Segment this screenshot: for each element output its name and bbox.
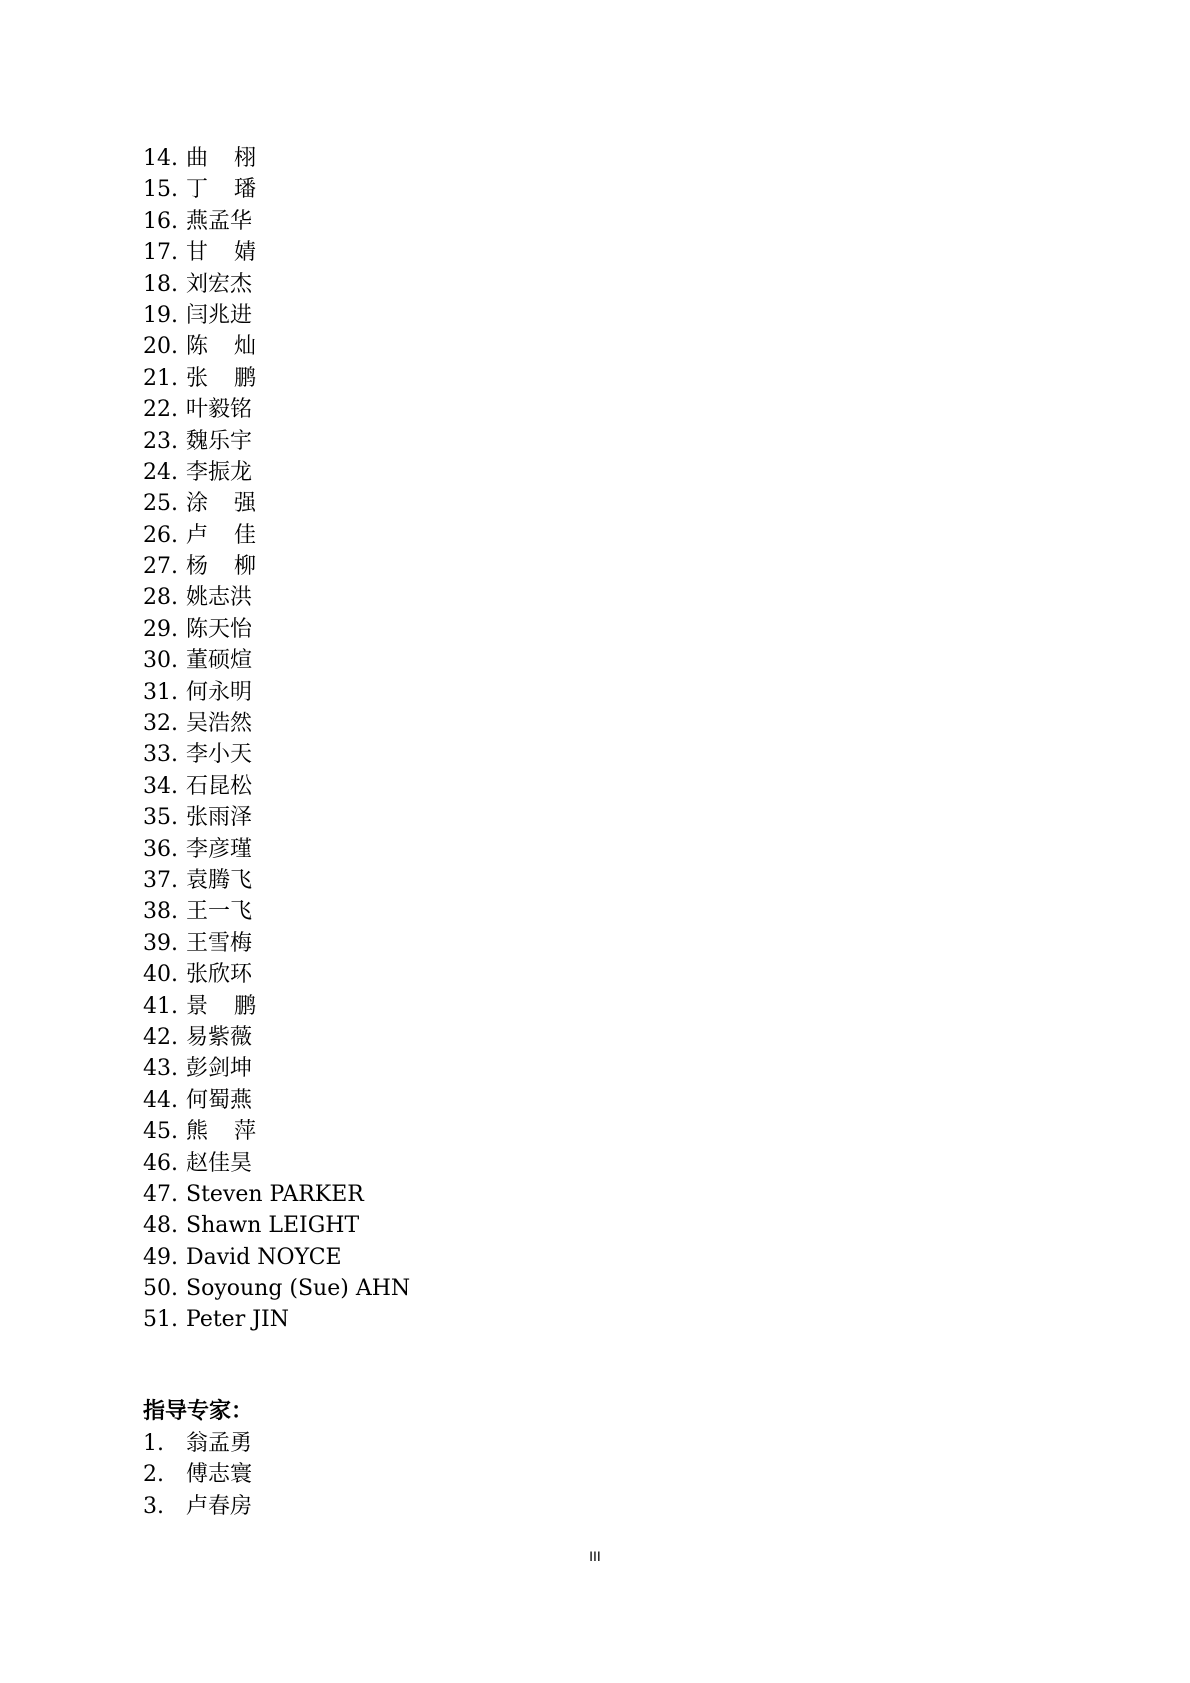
member-item xyxy=(143,1179,410,1210)
list-item-name: 魏乐宇 xyxy=(186,428,253,454)
member-item xyxy=(143,614,410,645)
list-item-number: 50. xyxy=(143,1276,178,1302)
member-item xyxy=(143,1210,410,1241)
member-item xyxy=(143,677,410,708)
list-item-name: 熊萍 xyxy=(186,1119,283,1145)
member-item xyxy=(143,269,410,300)
member-item xyxy=(143,802,410,833)
list-item-number: 46. xyxy=(143,1150,178,1176)
list-item-number: 32. xyxy=(143,711,178,737)
list-item-name: 何蜀燕 xyxy=(186,1087,253,1113)
member-list xyxy=(143,143,410,1336)
list-item-number: 33. xyxy=(143,742,178,768)
list-item-name: 杨柳 xyxy=(186,554,283,580)
list-item-number: 26. xyxy=(143,522,178,548)
member-item xyxy=(143,457,410,488)
list-item-name: 景鹏 xyxy=(186,993,283,1019)
list-item-number: 19. xyxy=(143,302,178,328)
member-item xyxy=(143,1273,410,1304)
list-item-number: 23. xyxy=(143,428,178,454)
list-item-name: 吴浩然 xyxy=(186,711,253,737)
member-item xyxy=(143,739,410,770)
list-item-name: 张雨泽 xyxy=(186,805,253,831)
list-item-name: 李振龙 xyxy=(186,459,253,485)
list-item-name: Peter JIN xyxy=(186,1307,289,1333)
list-item-name: 丁璠 xyxy=(186,177,283,203)
list-item-name: 陈天怡 xyxy=(186,616,253,642)
member-item xyxy=(143,174,410,205)
list-item-name: 张鹏 xyxy=(186,365,283,391)
list-item-name: Steven PARKER xyxy=(186,1181,364,1207)
list-item-number: 17. xyxy=(143,240,178,266)
member-item xyxy=(143,331,410,362)
member-item xyxy=(143,143,410,174)
list-item-name: 易紫薇 xyxy=(186,1024,253,1050)
member-item xyxy=(143,1053,410,1084)
list-item-number: 14. xyxy=(143,146,178,171)
list-item-number: 28. xyxy=(143,585,178,611)
member-item xyxy=(143,1116,410,1147)
member-item xyxy=(143,363,410,394)
list-item-number: 41. xyxy=(143,993,178,1019)
list-item-name: 赵佳昊 xyxy=(186,1150,253,1176)
list-item-name: 李彦瑾 xyxy=(186,836,253,862)
list-item-number: 39. xyxy=(143,930,178,956)
member-item xyxy=(143,834,410,865)
list-item-name: 涂强 xyxy=(186,491,283,517)
list-item-name: 李小天 xyxy=(186,742,253,768)
list-item-number: 44. xyxy=(143,1087,178,1113)
list-item-number: 2. xyxy=(143,1462,164,1488)
list-item-name: David NOYCE xyxy=(186,1244,342,1270)
list-item-name: 王一飞 xyxy=(186,899,253,925)
list-item-name: 张欣环 xyxy=(186,962,253,988)
list-item-name: 闫兆进 xyxy=(186,302,253,328)
list-item-number: 36. xyxy=(143,836,178,862)
member-item xyxy=(143,928,410,959)
list-item-number: 27. xyxy=(143,554,178,580)
list-item-name: 翁孟勇 xyxy=(186,1431,253,1456)
expert-item xyxy=(143,1459,252,1490)
list-item-name: 卢佳 xyxy=(186,522,283,548)
member-item xyxy=(143,896,410,927)
member-item xyxy=(143,1242,410,1273)
list-item-name: 刘宏杰 xyxy=(186,271,253,297)
member-item xyxy=(143,959,410,990)
member-item xyxy=(143,1304,410,1335)
member-item xyxy=(143,865,410,896)
member-item xyxy=(143,206,410,237)
member-item xyxy=(143,394,410,425)
list-item-number: 45. xyxy=(143,1119,178,1145)
list-item-number: 25. xyxy=(143,491,178,517)
list-item-number: 42. xyxy=(143,1024,178,1050)
list-item-number: 35. xyxy=(143,805,178,831)
member-item xyxy=(143,1022,410,1053)
list-item-number: 1. xyxy=(143,1431,164,1456)
member-item xyxy=(143,708,410,739)
list-item-number: 20. xyxy=(143,334,178,360)
list-item-name: 何永明 xyxy=(186,679,253,705)
list-item-number: 43. xyxy=(143,1056,178,1082)
list-item-number: 3. xyxy=(143,1493,164,1519)
member-item xyxy=(143,551,410,582)
list-item-number: 38. xyxy=(143,899,178,925)
list-item-number: 31. xyxy=(143,679,178,705)
member-item xyxy=(143,300,410,331)
expert-item xyxy=(143,1491,252,1522)
page-number: III xyxy=(589,1548,601,1564)
list-item-number: 29. xyxy=(143,616,178,642)
list-item-name: 燕孟华 xyxy=(186,208,253,234)
list-item-number: 15. xyxy=(143,177,178,203)
list-item-name: 卢春房 xyxy=(186,1493,253,1519)
list-item-number: 21. xyxy=(143,365,178,391)
member-item xyxy=(143,1148,410,1179)
list-item-name: 姚志洪 xyxy=(186,585,253,611)
member-item xyxy=(143,991,410,1022)
list-item-number: 37. xyxy=(143,867,178,893)
list-item-name: 曲栩 xyxy=(186,146,283,171)
list-item-name: 袁腾飞 xyxy=(186,867,253,893)
list-item-number: 51. xyxy=(143,1307,178,1333)
member-item xyxy=(143,1085,410,1116)
member-item xyxy=(143,645,410,676)
list-item-number: 49. xyxy=(143,1244,178,1270)
list-item-number: 30. xyxy=(143,648,178,674)
list-item-number: 22. xyxy=(143,397,178,423)
member-item xyxy=(143,520,410,551)
list-item-name: 董硕煊 xyxy=(186,648,253,674)
list-item-name: 彭剑坤 xyxy=(186,1056,253,1082)
list-item-name: 叶毅铭 xyxy=(186,397,253,423)
list-item-name: Shawn LEIGHT xyxy=(186,1213,360,1239)
list-item-number: 48. xyxy=(143,1213,178,1239)
expert-item xyxy=(143,1428,252,1459)
list-item-name: 甘婧 xyxy=(186,240,283,266)
member-item xyxy=(143,771,410,802)
list-item-number: 40. xyxy=(143,962,178,988)
list-item-name: 傅志寰 xyxy=(186,1462,253,1488)
list-item-number: 34. xyxy=(143,773,178,799)
experts-heading: 指导专家： xyxy=(143,1399,254,1424)
member-item xyxy=(143,488,410,519)
list-item-name: 王雪梅 xyxy=(186,930,253,956)
list-item-number: 24. xyxy=(143,459,178,485)
list-item-name: Soyoung (Sue) AHN xyxy=(186,1276,411,1302)
list-item-name: 石昆松 xyxy=(186,773,253,799)
member-item xyxy=(143,582,410,613)
list-item-number: 18. xyxy=(143,271,178,297)
member-item xyxy=(143,426,410,457)
list-item-number: 16. xyxy=(143,208,178,234)
list-item-name: 陈灿 xyxy=(186,334,283,360)
list-item-number: 47. xyxy=(143,1181,178,1207)
expert-list xyxy=(143,1428,252,1522)
member-item xyxy=(143,237,410,268)
